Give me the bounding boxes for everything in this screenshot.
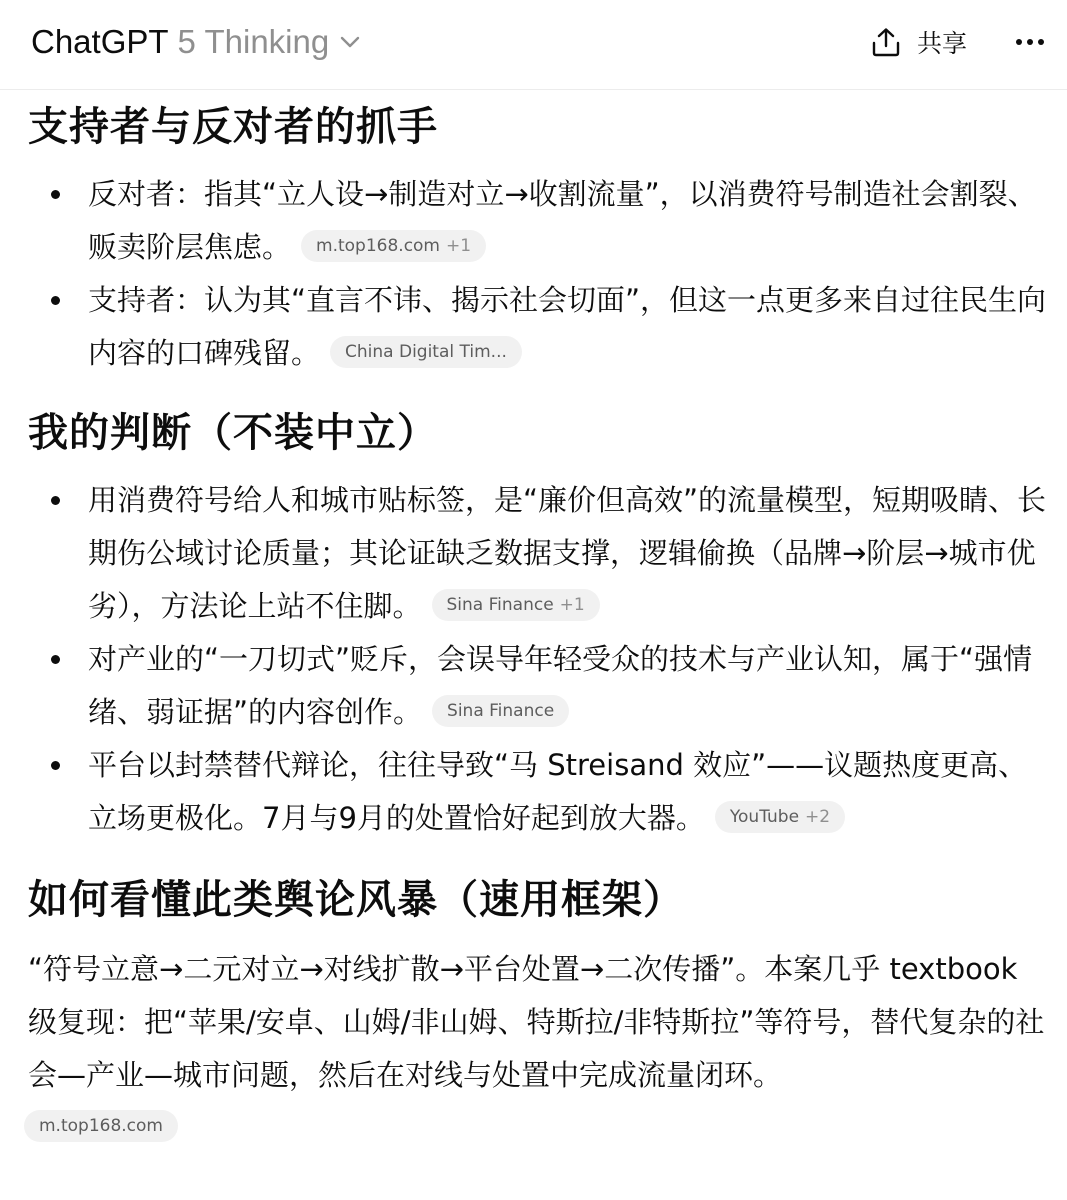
source-chip[interactable] [24, 1110, 178, 1142]
bullet-dot [51, 190, 60, 199]
source-chip-label: m.top168.com [316, 236, 440, 256]
source-chip[interactable] [432, 589, 600, 621]
message-content [28, 92, 1048, 1142]
source-chip-count: +1 [446, 236, 472, 256]
share-label: 共享 [917, 29, 968, 58]
bullet-dot [51, 496, 60, 505]
model-name: ChatGPT [31, 23, 169, 60]
list-item [28, 168, 1048, 274]
section-heading: 我的判断（不装中立） [28, 410, 438, 456]
source-chip[interactable] [301, 230, 486, 262]
list-item-text: 用消费符号给人和城市贴标签，是“廉价但高效”的流量模型，短期吸睛、长期伤公域讨论质量；其论证缺乏数据支撑，逻辑偷换（品牌→阶层→城市优劣），方法论上站不住脚。 [88, 483, 1047, 623]
source-chip-label: YouTube [729, 807, 800, 827]
source-chip-label: m.top168.com [39, 1116, 163, 1136]
list-item-text: 支持者：认为其“直言不讳、揭示社会切面”，但这一点更多来自过往民生向内容的口碑残留。 [88, 283, 1047, 370]
source-chip[interactable] [432, 695, 569, 727]
source-chip-count: +1 [559, 595, 585, 615]
bullet-dot [51, 296, 60, 305]
model-variant: 5 Thinking [177, 23, 330, 60]
list-item [28, 739, 1048, 845]
more-options-button[interactable] [1010, 26, 1050, 58]
model-selector[interactable] [31, 22, 361, 62]
source-chip-label: China Digital Tim... [345, 342, 507, 362]
bullet-dot [51, 655, 60, 664]
source-chip[interactable] [715, 801, 845, 833]
source-chip-count: +2 [805, 807, 831, 827]
list-item [28, 633, 1048, 739]
bullet-dot [51, 761, 60, 770]
bullet-list [28, 168, 1048, 380]
share-button[interactable] [870, 22, 967, 62]
list-item [28, 274, 1048, 380]
top-bar [0, 0, 1067, 90]
source-chip[interactable] [330, 336, 522, 368]
list-item [28, 474, 1048, 633]
framework-paragraph [28, 943, 1048, 1102]
section-heading: 支持者与反对者的抓手 [28, 104, 438, 150]
list-item-text: 反对者：指其“立人设→制造对立→收割流量”，以消费符号制造社会割裂、贩卖阶层焦虑。 [88, 177, 1037, 264]
more-horizontal-icon [1015, 38, 1045, 46]
list-item-text: 平台以封禁替代辩论，往往导致“马 Streisand 效应”——议题热度更高、立场更极化。7月与9月的处置恰好起到放大器。 [88, 748, 1028, 835]
section-heading: 如何看懂此类舆论风暴（速用框架） [28, 877, 684, 923]
chevron-down-icon [339, 35, 361, 49]
list-item-text: 对产业的“一刀切式”贬斥，会误导年轻受众的技术与产业认知，属于“强情绪、弱证据”的内容创作。 [88, 642, 1033, 729]
share-icon [870, 26, 902, 58]
bullet-list [28, 474, 1048, 845]
paragraph-text: “符号立意→二元对立→对线扩散→平台处置→二次传播”。本案几乎 textbook 级复现：把“苹果/安卓、山姆/非山姆、特斯拉/非特斯拉”等符号，替代复杂的社会—产业—城市问题，然后在对线与处置中完成流量闭环。 [28, 952, 1045, 1092]
source-chip-label: Sina Finance [446, 595, 554, 615]
source-chip-label: Sina Finance [447, 701, 555, 721]
